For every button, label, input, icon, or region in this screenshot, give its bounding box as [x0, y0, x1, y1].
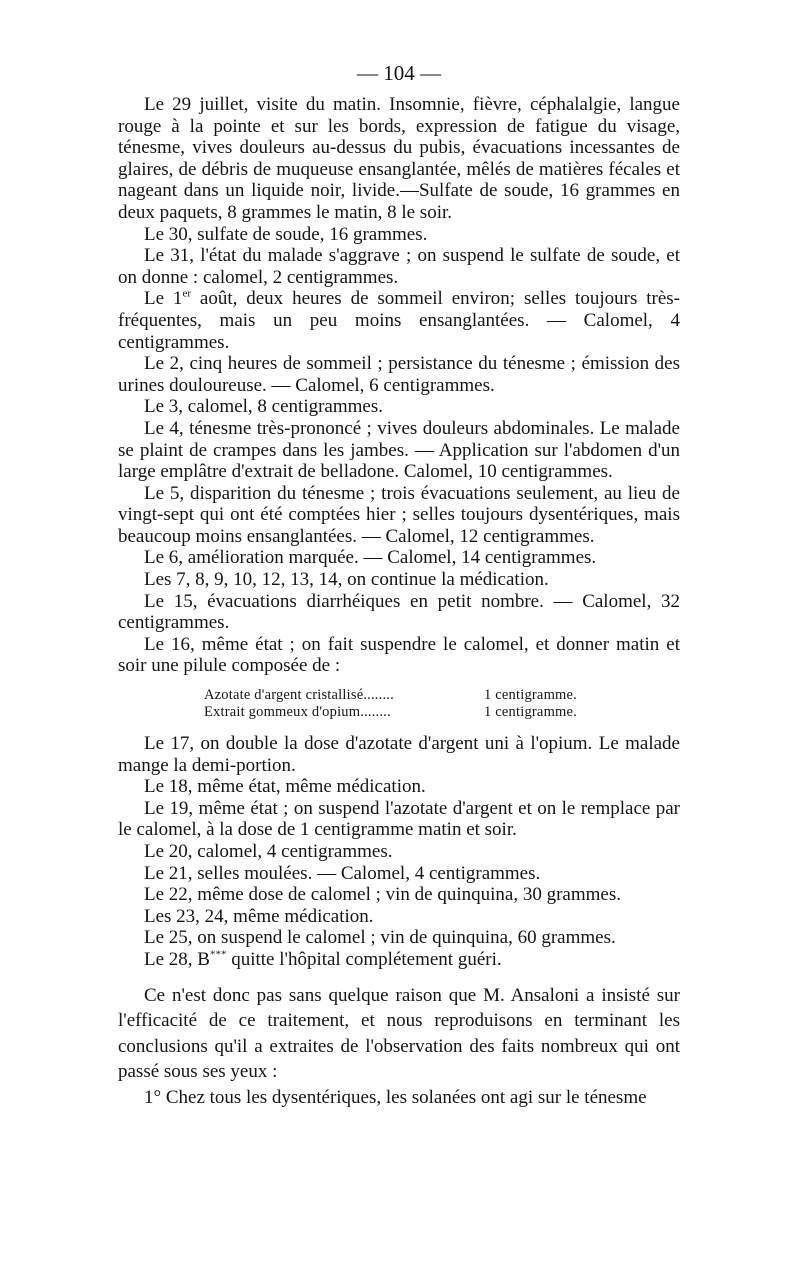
entry-17: Le 17, on double la dose d'azotate d'argent uni à l'opium. Le malade mange la demi-portion. — [118, 733, 680, 776]
entry-6: Le 6, amélioration marquée. — Calomel, 14 centigrammes. — [144, 547, 597, 569]
entry-21: Le 21, selles moulées. — Calomel, 4 centigrammes. — [144, 862, 541, 884]
prescription-dose: 1 centigramme. — [484, 687, 577, 704]
prescription-row — [204, 704, 680, 721]
entry-2: Le 2, cinq heures de sommeil ; persistance du ténesme ; émission des urines douloureuse. — Calomel, 6 centigrammes. — [118, 353, 680, 396]
prescription-table — [204, 687, 680, 721]
entry-1-aout-prefix: Le 1 — [144, 288, 183, 310]
book-page — [118, 58, 680, 1110]
entry-1-aout-text: août, deux heures de sommeil environ; selles toujours très-fréquentes, mais un peu moins ensanglantées. — Calomel, 4 centigrammes. — [118, 288, 680, 353]
prescription-item: Extrait gommeux d'opium........ — [204, 704, 391, 721]
ordinal-superscript: er — [182, 288, 191, 301]
entry-28 — [118, 949, 680, 971]
prescription-row — [204, 687, 680, 704]
entry-20: Le 20, calomel, 4 centigrammes. — [144, 841, 393, 862]
entry-16: Le 16, même état ; on fait suspendre le calomel, et donner matin et soir une pilule composée de : — [118, 633, 680, 677]
conclusion-section — [118, 983, 680, 1111]
entry-28-prefix: Le 28, B — [144, 948, 210, 970]
page-number: — 104 — — [357, 61, 441, 85]
entry-3: Le 3, calomel, 8 centigrammes. — [144, 396, 383, 418]
entry-31: Le 31, l'état du malade s'aggrave ; on suspend le sulfate de soude, et on donne : calomel, 2 centigrammes. — [118, 245, 680, 288]
entry-4: Le 4, ténesme très-prononcé ; vives douleurs abdominales. Le malade se plaint de crampes dans les jambes. — Application sur l'abdomen d'un large emplâtre d'extrait de belladone. Calomel, 10 centigrammes. — [118, 417, 680, 483]
entry-29-juillet: Le 29 juillet, visite du matin. Insomnie, fièvre, céphalalgie, langue rouge à la pointe et sur les bords, expression de fatigue du visage, ténesme, vives douleurs au-dessus du pubis, évacuations incessantes de glaires, de débris de muqueuse ensanglantée, mêlés de matières fécales et nageant dans un liquide noir, livide.—Sulfate de soude, 16 grammes en deux paquets, 8 grammes le matin, 8 le soir. — [118, 94, 680, 223]
entry-19: Le 19, même état ; on suspend l'azotate d'argent et on le remplace par le calomel, à la dose de 1 centigramme matin et soir. — [118, 797, 680, 841]
entry-30: Le 30, sulfate de soude, 16 grammes. — [144, 223, 428, 245]
entry-23-24: Les 23, 24, même médication. — [144, 905, 374, 927]
conclusion-point-1: 1° Chez tous les dysentériques, les solanées ont agi sur le ténesme — [144, 1086, 647, 1108]
entry-28-text: quitte l'hôpital complétement guéri. — [226, 948, 502, 970]
prescription-dose: 1 centigramme. — [484, 704, 577, 721]
entry-5: Le 5, disparition du ténesme ; trois évacuations seulement, au lieu de vingt-sept qui ont été comptées hier ; selles toujours dysentériques, mais beaucoup moins ensanglantées. — Calomel, 12 centigrammes. — [118, 482, 680, 547]
asterisk-superscript: *** — [209, 948, 227, 961]
entry-22: Le 22, même dose de calomel ; vin de quinquina, 30 grammes. — [144, 884, 621, 906]
entry-25: Le 25, on suspend le calomel ; vin de quinquina, 60 grammes. — [144, 927, 616, 949]
prescription-item: Azotate d'argent cristallisé........ — [204, 687, 394, 704]
conclusion-paragraph: Ce n'est donc pas sans quelque raison que M. Ansaloni a insisté sur l'efficacité de ce traitement, et nous reproduisons en terminant les conclusions qu'il a extraites de l'observation des faits nombreux qui ont passé sous ses yeux : — [118, 984, 680, 1083]
entry-1-aout — [118, 288, 680, 353]
entry-18: Le 18, même état, même médication. — [144, 776, 426, 798]
entry-7-14: Les 7, 8, 9, 10, 12, 13, 14, on continue la médication. — [144, 569, 549, 591]
entry-15: Le 15, évacuations diarrhéiques en petit nombre. — Calomel, 32 centigrammes. — [118, 590, 680, 634]
